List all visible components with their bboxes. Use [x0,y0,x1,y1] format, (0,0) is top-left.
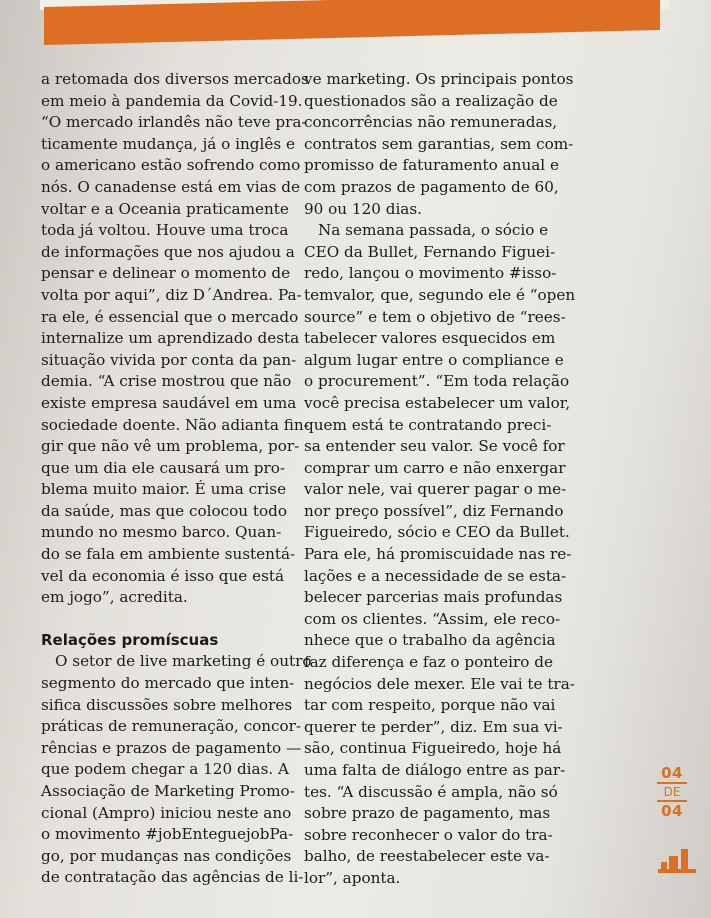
text-line: ra ele, é essencial que o mercado [41,307,299,326]
text-line: o americano estão sofrendo como [41,156,301,175]
text-line: sociedade doente. Não adianta fin- [41,415,309,434]
text-line: de informações que nos ajudou a [41,242,295,261]
text-line: temvalor, que, segundo ele é “open [304,285,576,304]
accent-header-bar [44,0,660,45]
text-line: promisso de faturamento anual e [304,156,559,175]
text-line: comprar um carro e não enxergar [304,458,566,477]
text-line: blema muito maior. É uma crise [41,480,287,499]
text-line: go, por mudanças nas condições [41,846,292,865]
page-counter [657,764,687,820]
text-line: Figueiredo, sócio e CEO da Bullet. [304,523,570,542]
text-line: em meio à pandemia da Covid-19. [41,91,303,110]
text-line: “O mercado irlandês não teve pra- [41,113,307,132]
text-line: com os clientes. “Assim, ele reco- [304,609,561,628]
text-line: práticas de remuneração, concor- [41,717,302,736]
text-line: tabelecer valores esquecidos em [304,329,556,348]
text-line: quem está te contratando preci- [304,415,552,434]
text-line: lor”, aponta. [304,868,401,887]
text-line: toda já voltou. Houve uma troca [41,221,289,240]
text-line: da saúde, mas que colocou todo [41,501,288,520]
text-line: a retomada dos diversos mercados [41,70,309,88]
text-line: lações e a necessidade de se esta- [304,566,567,585]
article-paragraph [304,220,574,889]
text-line: internalize um aprendizado desta [41,329,300,348]
text-line: O setor de live marketing é outro [55,652,312,671]
text-line: existe empresa saudável em uma [41,393,297,412]
text-line: source” e tem o objetivo de “rees- [304,307,566,326]
text-line: com prazos de pagamento de 60, [304,177,559,196]
text-line: situação vivida por conta da pan- [41,350,297,369]
text-line: voltar e a Oceania praticamente [41,199,289,218]
text-line: do se fala em ambiente sustentá- [41,545,296,564]
text-line: rências e prazos de pagamento — [41,738,302,757]
text-line: sobre reconhecer o valor do tra- [304,825,553,844]
text-line: sa entender seu valor. Se você for [304,437,565,456]
text-line: que um dia ele causará um pro- [41,458,286,477]
text-line: ve marketing. Os principais pontos [304,70,574,88]
text-line: balho, de reestabelecer este va- [304,847,550,866]
text-line: belecer parcerias mais profundas [304,588,563,607]
text-line: cional (Ampro) iniciou neste ano [41,803,292,822]
text-line: CEO da Bullet, Fernando Figuei- [304,242,556,261]
text-line: você precisa estabelecer um valor, [304,393,571,412]
article-paragraph [304,69,574,220]
text-line: que podem chegar a 120 dias. A [41,760,290,779]
text-line: contratos sem garantias, sem com- [304,134,574,153]
text-line: sobre prazo de pagamento, mas [304,804,551,823]
text-line: negócios dele mexer. Ele vai te tra- [304,674,575,693]
text-line: mundo no mesmo barco. Quan- [41,523,282,542]
text-line: nor preço possível”, diz Fernando [304,501,564,520]
article-column-left [41,69,312,889]
text-line: Para ele, há promiscuidade nas re- [304,545,572,564]
text-line: nós. O canadense está em vias de [41,177,300,196]
article-paragraph [41,69,309,609]
text-line: sifica discussões sobre melhores [41,695,293,714]
page-separator: DE [663,785,681,799]
text-line: algum lugar entre o compliance e [304,350,564,369]
text-line: são, continua Figueiredo, hoje há [304,739,562,758]
text-line: de contratação das agências de li- [41,868,304,887]
text-line: concorrências não remuneradas, [304,113,558,132]
article-column-right [304,69,574,890]
text-line: demia. “A crise mostrou que não [41,372,292,391]
text-line: Na semana passada, o sócio e [318,221,549,240]
text-line: gir que não vê um problema, por- [41,437,300,456]
text-line: volta por aqui”, diz D´Andrea. Pa- [41,285,302,304]
text-line: valor nele, vai querer pagar o me- [304,480,567,499]
text-line: 90 ou 120 dias. [304,199,422,218]
total-page-count: 04 [657,800,687,820]
text-line: questionados são a realização de [304,91,558,110]
text-line: segmento do mercado que inten- [41,674,295,693]
text-line: tes. “A discussão é ampla, não só [304,782,558,801]
text-line: pensar e delinear o momento de [41,264,291,283]
text-line: o procurement”. “Em toda relação [304,372,570,391]
text-line: ticamente mudança, já o inglês e [41,134,295,153]
current-page-number: 04 [657,764,687,784]
text-line: nhece que o trabalho da agência [304,631,556,650]
text-line: vel da economia é isso que está [41,566,285,585]
brand-logo-icon [658,846,696,874]
text-line: faz diferença e faz o ponteiro de [304,653,553,672]
article-paragraph [41,651,312,889]
text-line: o movimento #jobEnteguejobPa- [41,825,294,844]
text-line: querer te perder”, diz. Em sua vi- [304,717,563,736]
text-line: em jogo”, acredita. [41,588,188,607]
text-line: uma falta de diálogo entre as par- [304,761,566,779]
text-line: Associação de Marketing Promo- [41,782,295,800]
text-line: redo, lançou o movimento #isso- [304,264,557,283]
section-heading: Relações promíscuas [41,630,219,649]
text-line: tar com respeito, porque não vai [304,696,556,715]
